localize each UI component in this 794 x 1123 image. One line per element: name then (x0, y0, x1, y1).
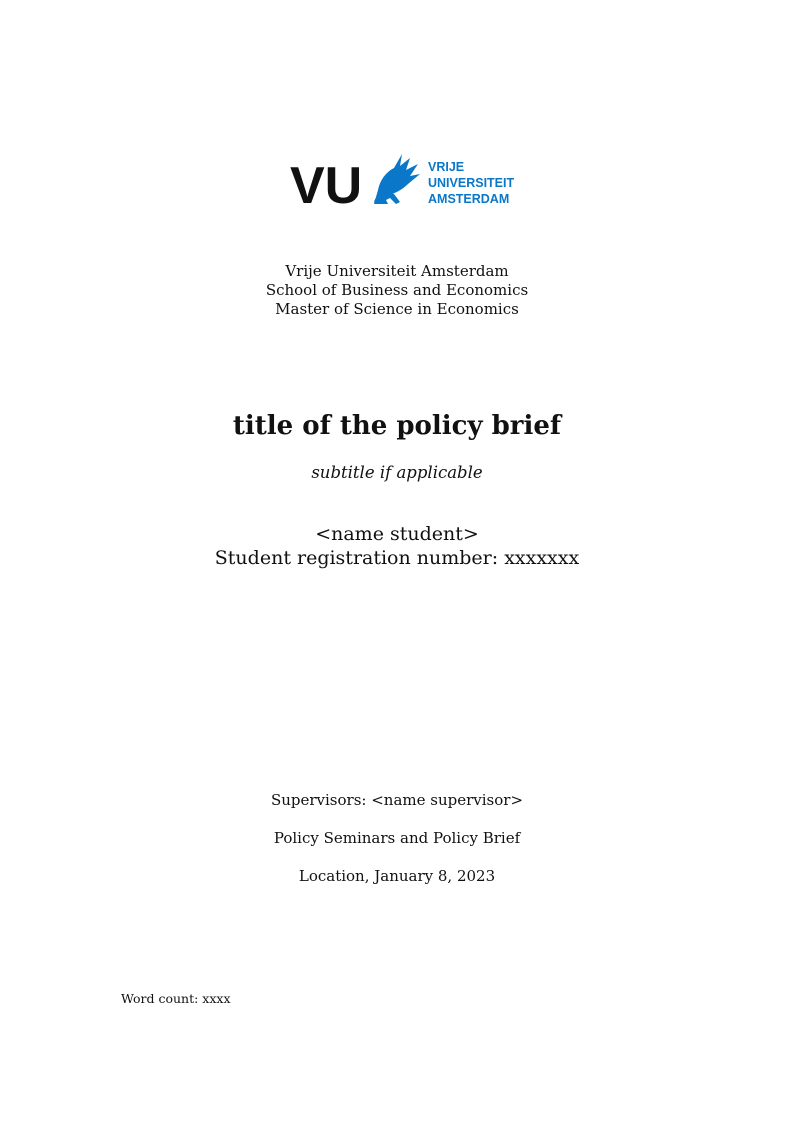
page-subtitle: subtitle if applicable (311, 463, 483, 482)
course-name: Policy Seminars and Policy Brief (273, 829, 521, 847)
logo-wordmark (428, 160, 514, 206)
location-date: Location, January 8, 2023 (298, 867, 496, 885)
student-name: <name student> (315, 523, 479, 545)
vu-logo-graphic (290, 150, 520, 210)
student-registration: Student registration number: xxxxxxx (214, 547, 580, 569)
institution-block (0, 262, 794, 319)
student-block (0, 522, 794, 570)
school-name: School of Business and Economics (265, 281, 529, 299)
vu-logo (290, 150, 520, 210)
logo-line-amsterdam: AMSTERDAM (428, 192, 510, 206)
word-count: Word count: xxxx (121, 991, 231, 1006)
supervisors: Supervisors: <name supervisor> (270, 791, 524, 809)
program-name: Master of Science in Economics (275, 300, 519, 318)
page-title: title of the policy brief (232, 411, 562, 441)
vu-mark: VU (290, 157, 363, 210)
university-name: Vrije Universiteit Amsterdam (285, 262, 509, 280)
logo-line-universiteit: UNIVERSITEIT (428, 176, 515, 190)
griffin-icon (374, 154, 420, 204)
logo-line-vrije: VRIJE (428, 160, 465, 174)
